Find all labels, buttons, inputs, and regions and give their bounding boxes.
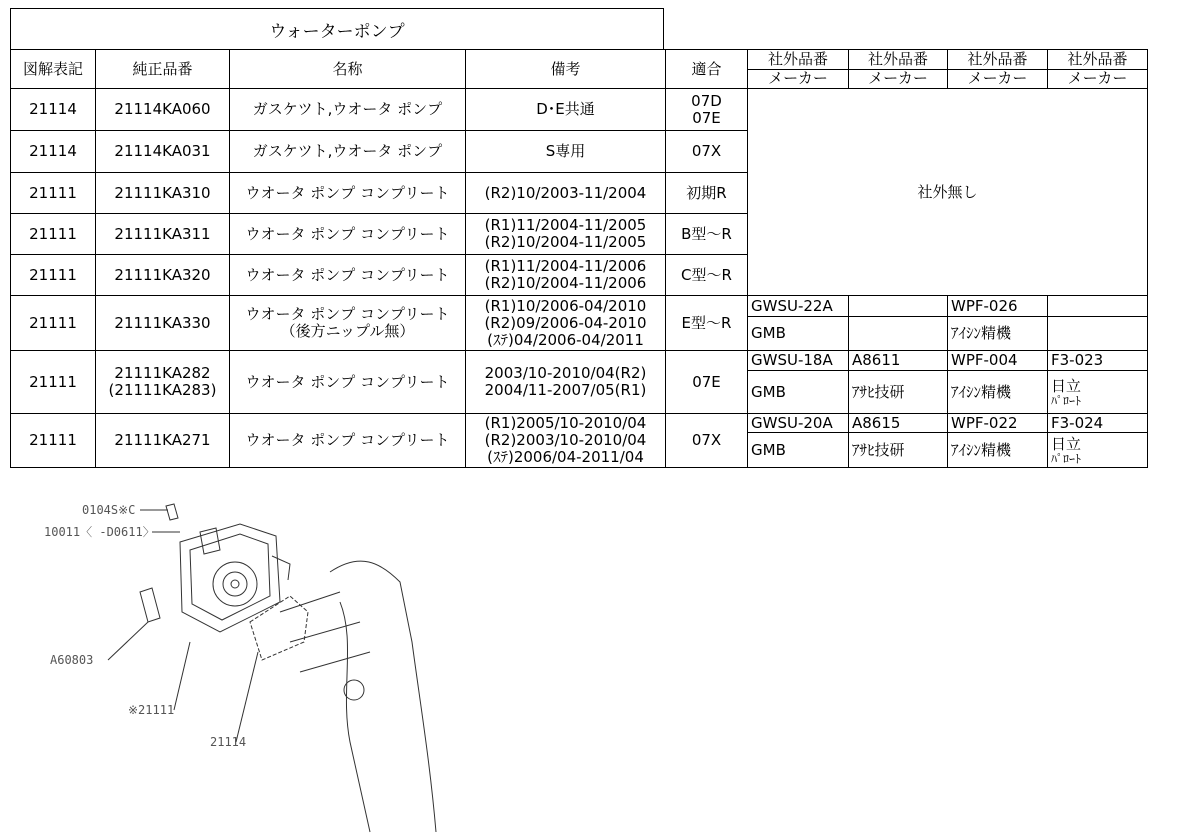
header-maker-3: メーカー xyxy=(948,69,1048,89)
header-genuine-no: 純正品番 xyxy=(96,50,230,89)
aftermarket-no: GWSU-20A xyxy=(748,414,849,433)
remarks-line: (R2)10/2004-11/2006 xyxy=(484,274,647,292)
cell-name: ウオータ ポンプ コンプリート xyxy=(230,414,466,468)
cell-name: ガスケツト,ウオータ ポンプ xyxy=(230,131,466,173)
cell-part-no: 21111KA311 xyxy=(96,214,230,255)
header-row-top xyxy=(11,50,1148,70)
remarks-line: (R2)10/2004-11/2005 xyxy=(484,233,647,251)
engine-block-outline xyxy=(280,561,436,832)
aftermarket-maker xyxy=(1048,317,1148,351)
maker-line: ﾊﾟﾛｰﾄ xyxy=(1051,451,1082,466)
cell-remarks xyxy=(466,296,666,351)
table-row xyxy=(11,414,1148,433)
cell-ref: 21111 xyxy=(11,255,96,296)
cell-ref: 21111 xyxy=(11,414,96,468)
aftermarket-no xyxy=(1048,296,1148,317)
cell-part-no: 21114KA060 xyxy=(96,89,230,131)
aftermarket-no: A8615 xyxy=(849,414,948,433)
cell-ref: 21111 xyxy=(11,351,96,414)
cell-name xyxy=(230,296,466,351)
cell-part-no: 21111KA320 xyxy=(96,255,230,296)
table-title xyxy=(10,8,664,50)
cell-part-no: 21111KA271 xyxy=(96,414,230,468)
table-row xyxy=(11,351,1148,371)
label-bolt-code: 0104S※C xyxy=(82,503,136,517)
aftermarket-maker xyxy=(849,317,948,351)
name-line: ウオータ ポンプ コンプリート xyxy=(245,305,450,323)
cell-part-no: 21114KA031 xyxy=(96,131,230,173)
aftermarket-maker xyxy=(1048,433,1148,468)
cell-remarks: (R2)10/2003-11/2004 xyxy=(466,173,666,214)
cell-name: ウオータ ポンプ コンプリート xyxy=(230,351,466,414)
cell-name: ガスケツト,ウオータ ポンプ xyxy=(230,89,466,131)
label-pump-code: ※21111 xyxy=(128,703,175,717)
cell-fitment: E型～R xyxy=(666,296,748,351)
aftermarket-maker: ｱｻﾋ技研 xyxy=(849,371,948,414)
cell-part-no: 21111KA310 xyxy=(96,173,230,214)
cell-ref: 21114 xyxy=(11,131,96,173)
aftermarket-no: WPF-026 xyxy=(948,296,1048,317)
part-line: (21111KA283) xyxy=(108,381,217,399)
header-aftermarket-4: 社外品番 xyxy=(1048,50,1148,70)
cell-remarks: D･E共通 xyxy=(466,89,666,131)
aftermarket-maker: ｱｲｼﾝ精機 xyxy=(948,371,1048,414)
cell-name: ウオータ ポンプ コンプリート xyxy=(230,214,466,255)
aftermarket-maker: ｱｲｼﾝ精機 xyxy=(948,317,1048,351)
no-aftermarket-cell: 社外無し xyxy=(748,89,1148,296)
aftermarket-no: F3-023 xyxy=(1048,351,1148,371)
cell-fitment: B型～R xyxy=(666,214,748,255)
remarks-line: (R2)09/2006-04-2010 xyxy=(484,313,647,332)
table-title-text: ウォーターポンプ xyxy=(269,22,405,42)
cell-fitment: 07X xyxy=(666,414,748,468)
header-aftermarket-2: 社外品番 xyxy=(849,50,948,70)
name-line: （後方ニップル無） xyxy=(280,322,415,340)
cell-remarks xyxy=(466,351,666,414)
header-aftermarket-3: 社外品番 xyxy=(948,50,1048,70)
cell-remarks: S専用 xyxy=(466,131,666,173)
cell-remarks xyxy=(466,214,666,255)
cell-part-no: 21111KA330 xyxy=(96,296,230,351)
remarks-line: (ｽﾃ)04/2006-04/2011 xyxy=(487,330,644,349)
maker-line: 日立 xyxy=(1051,434,1082,453)
cell-name: ウオータ ポンプ コンプリート xyxy=(230,173,466,214)
cell-ref: 21111 xyxy=(11,173,96,214)
parts-table xyxy=(10,49,1148,468)
maker-line: 日立 xyxy=(1051,376,1082,395)
aftermarket-maker: GMB xyxy=(748,371,849,414)
water-pump-drawing xyxy=(180,524,290,632)
remarks-line: (R1)2005/10-2010/04 xyxy=(484,414,647,432)
header-aftermarket-1: 社外品番 xyxy=(748,50,849,70)
cell-fitment: 07E xyxy=(666,351,748,414)
cell-fitment xyxy=(666,89,748,131)
exploded-parts-diagram xyxy=(40,492,470,836)
fit-line: 07E xyxy=(692,108,721,127)
header-fitment: 適合 xyxy=(666,50,748,89)
cell-ref: 21114 xyxy=(11,89,96,131)
aftermarket-maker: ｱｲｼﾝ精機 xyxy=(948,433,1048,468)
header-maker-1: メーカー xyxy=(748,69,849,89)
aftermarket-no: A8611 xyxy=(849,351,948,371)
cell-ref: 21111 xyxy=(11,214,96,255)
remarks-line: 2004/11-2007/05(R1) xyxy=(484,381,647,399)
header-maker-2: メーカー xyxy=(849,69,948,89)
aftermarket-maker: ｱｻﾋ技研 xyxy=(849,433,948,468)
cell-fitment: 初期R xyxy=(666,173,748,214)
table-row xyxy=(11,89,1148,131)
remarks-line: (ｽﾃ)2006/04-2011/04 xyxy=(487,448,644,466)
aftermarket-maker: GMB xyxy=(748,317,849,351)
aftermarket-no: F3-024 xyxy=(1048,414,1148,433)
part-line: 21111KA282 xyxy=(114,364,211,382)
label-side-bolt-code: A60803 xyxy=(50,653,94,667)
remarks-line: (R1)11/2004-11/2006 xyxy=(484,257,647,275)
cell-remarks xyxy=(466,414,666,468)
aftermarket-no: GWSU-18A xyxy=(748,351,849,371)
remarks-line: (R1)10/2006-04/2010 xyxy=(484,296,647,315)
cell-fitment: 07X xyxy=(666,131,748,173)
remarks-line: (R2)2003/10-2010/04 xyxy=(484,431,647,449)
cell-part-no xyxy=(96,351,230,414)
diagram-labels xyxy=(44,503,246,749)
bolt-drawing xyxy=(140,504,178,622)
cell-name: ウオータ ポンプ コンプリート xyxy=(230,255,466,296)
table-row xyxy=(11,296,1148,317)
aftermarket-no: WPF-004 xyxy=(948,351,1048,371)
header-name: 名称 xyxy=(230,50,466,89)
aftermarket-no: GWSU-22A xyxy=(748,296,849,317)
header-remarks: 備考 xyxy=(466,50,666,89)
label-gasket-code: 21114 xyxy=(210,735,247,749)
fit-line: 07D xyxy=(691,91,722,110)
label-bracket-code: 10011〈 -D0611〉 xyxy=(44,525,155,539)
aftermarket-maker xyxy=(1048,371,1148,414)
cell-ref: 21111 xyxy=(11,296,96,351)
aftermarket-no: WPF-022 xyxy=(948,414,1048,433)
maker-line: ﾊﾟﾛｰﾄ xyxy=(1051,393,1082,408)
header-maker-4: メーカー xyxy=(1048,69,1148,89)
aftermarket-no xyxy=(849,296,948,317)
remarks-line: (R1)11/2004-11/2005 xyxy=(484,216,647,234)
cell-fitment: C型～R xyxy=(666,255,748,296)
header-diagram-ref: 図解表記 xyxy=(11,50,96,89)
cell-remarks xyxy=(466,255,666,296)
remarks-line: 2003/10-2010/04(R2) xyxy=(484,364,647,382)
aftermarket-maker: GMB xyxy=(748,433,849,468)
